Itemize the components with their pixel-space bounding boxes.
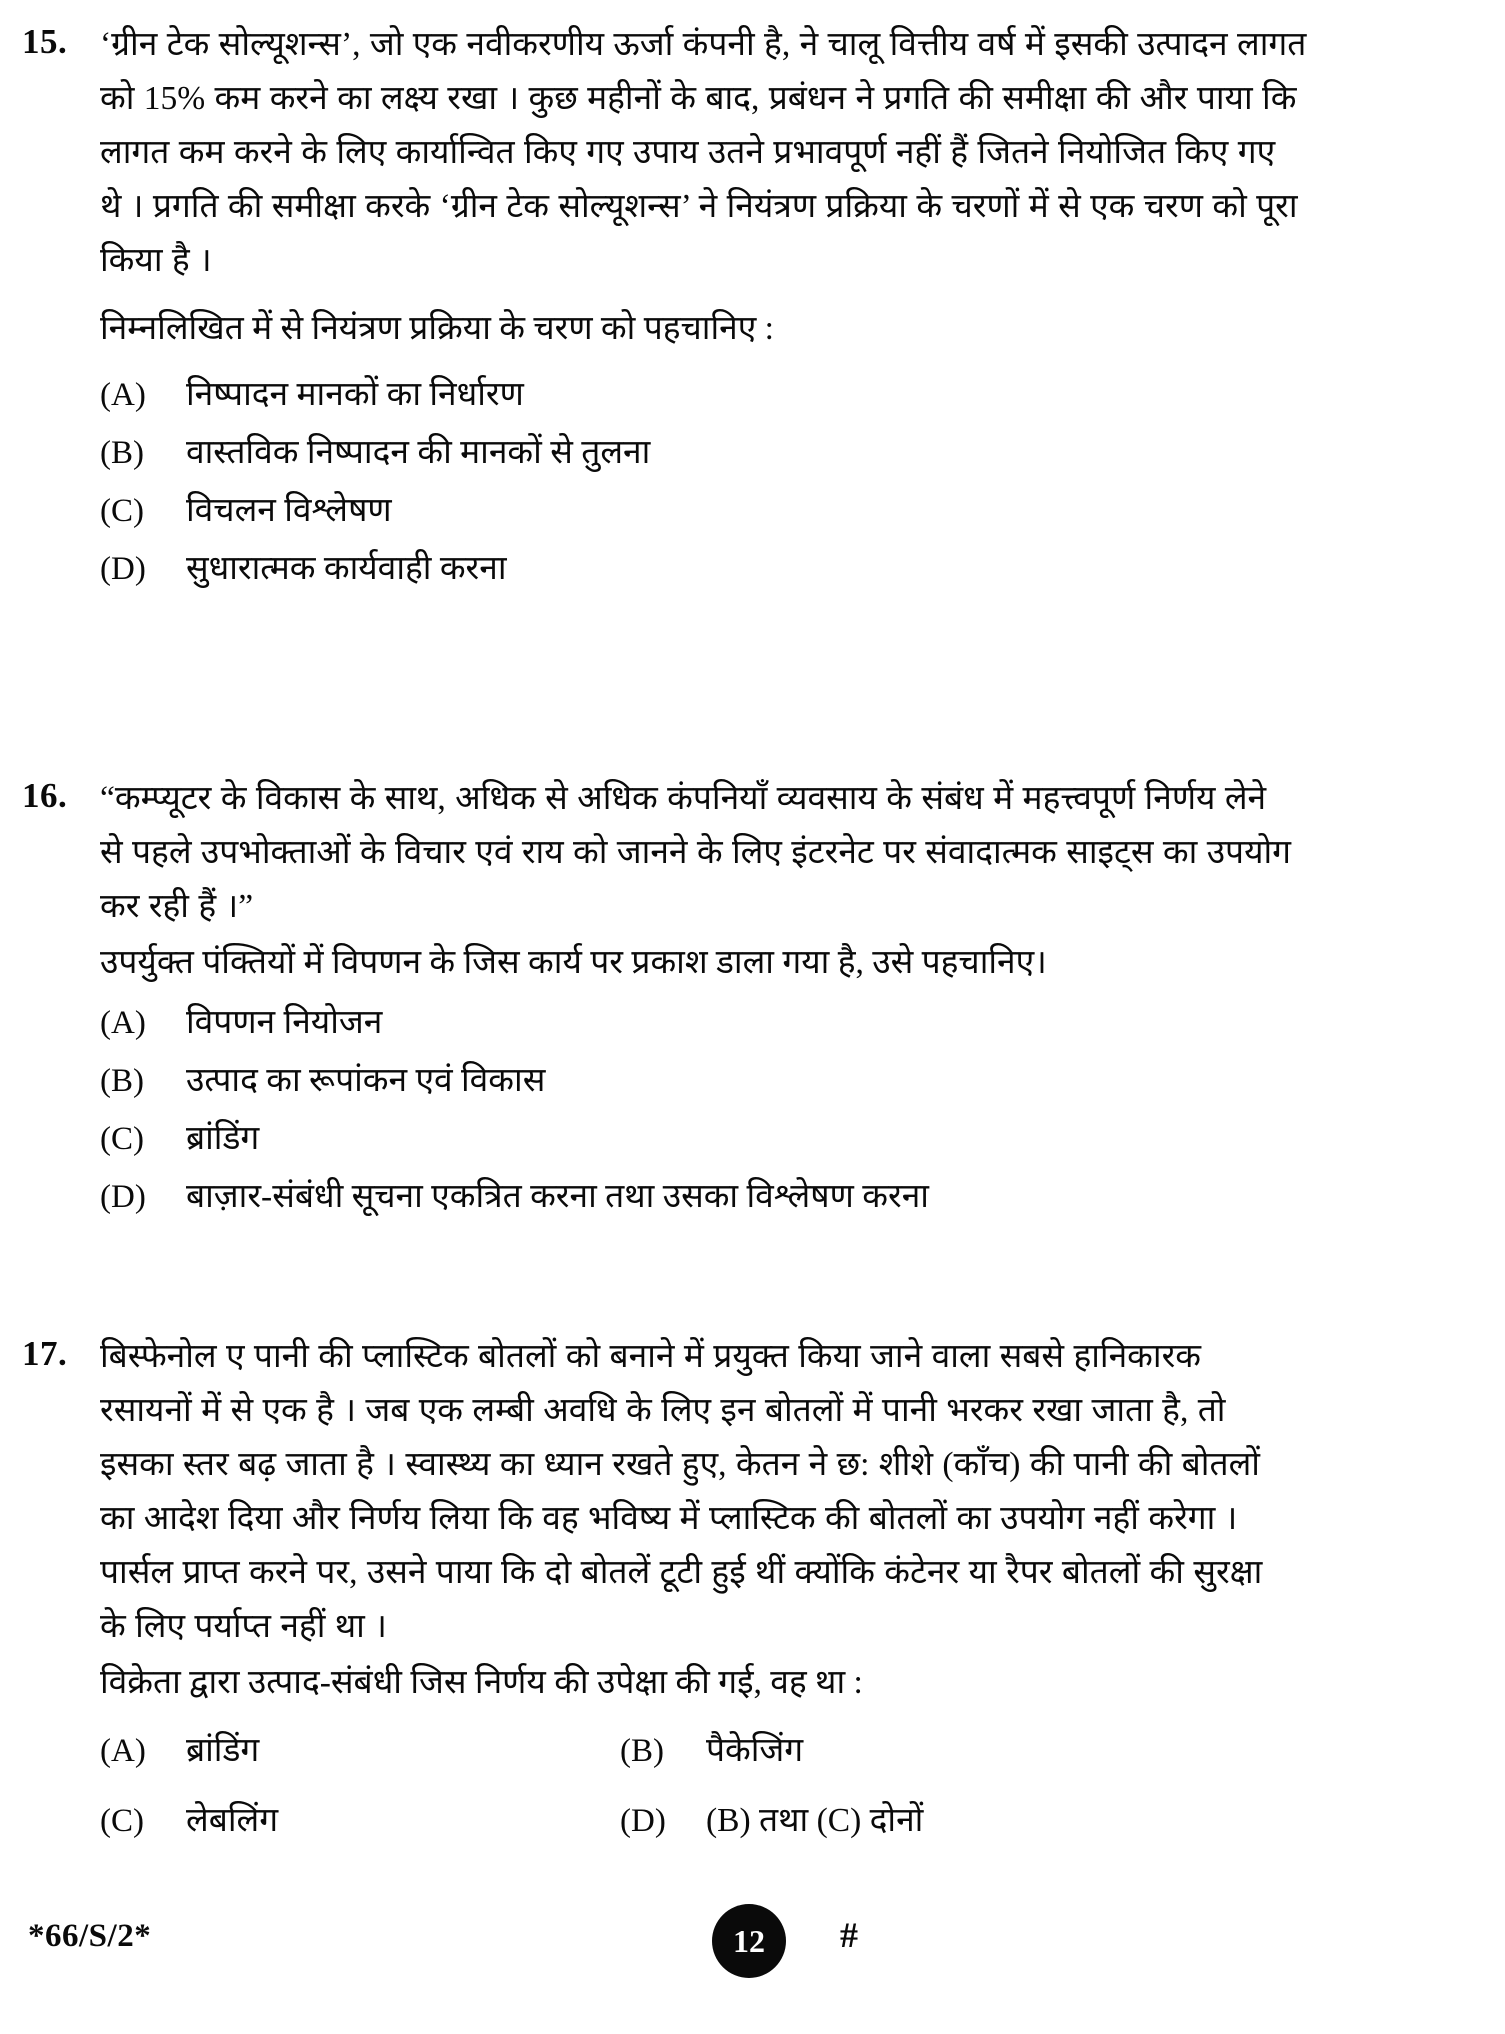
page-footer [0,1904,1505,1994]
option-text-c: लेबलिंग [186,1802,279,1839]
option-row-d[interactable] [100,1170,1425,1228]
question-body-15 [100,18,1425,600]
option-text-a: ब्रांडिंग [186,1732,260,1769]
option-row-b[interactable] [100,1054,1425,1112]
question-block-16 [0,772,1505,1228]
question-text-line: पार्सल प्राप्त करने पर, उसने पाया कि दो बोतलें टूटी हुई थीं क्योंकि कंटेनर या रैपर बोतलों की सुरक्षा [100,1554,1263,1591]
question-block-17 [0,1330,1505,1864]
option-tag-b: (B) [100,1063,144,1099]
paper-code: *66/S/2* [28,1918,152,1954]
question-block-15 [0,18,1505,600]
option-text-d: बाज़ार-संबंधी सूचना एकत्रित करना तथा उसका विश्लेषण करना [186,1178,929,1215]
option-text-d: सुधारात्मक कार्यवाही करना [186,550,507,587]
option-tag-b: (B) [620,1733,664,1769]
option-text-b: पैकेजिंग [706,1732,804,1769]
question-text-line: “कम्प्यूटर के विकास के साथ, अधिक से अधिक कंपनियाँ व्यवसाय के संबंध में महत्त्वपूर्ण निर्णय लेने [100,780,1267,817]
option-row-c[interactable] [100,484,1425,542]
question-number-16: 16. [22,776,68,815]
question-number-15: 15. [22,22,68,61]
question-text-line: किया है । [100,242,212,279]
option-row-c[interactable] [100,1112,1425,1170]
option-tag-c: (C) [100,1121,144,1157]
option-tag-c: (C) [100,493,144,529]
option-row-a[interactable] [100,996,1425,1054]
options-list-15 [100,368,1425,600]
question-prompt-17: विक्रेता द्वारा उत्पाद-संबंधी जिस निर्णय की उपेक्षा की गई, वह था : [100,1664,863,1701]
option-row-ab [100,1724,1425,1794]
option-tag-d: (D) [620,1803,666,1839]
options-list-17 [100,1724,1425,1864]
option-row-b[interactable] [100,426,1425,484]
end-mark: # [840,1915,858,1955]
question-text-line: के लिए पर्याप्त नहीं था । [100,1608,387,1645]
question-text-line: से पहले उपभोक्ताओं के विचार एवं राय को जानने के लिए इंटरनेट पर संवादात्मक साइट्स का उपयोग [100,834,1292,871]
option-tag-a: (A) [100,377,146,413]
question-body-16 [100,772,1425,1228]
question-text-line: ‘ग्रीन टेक सोल्यूशन्स’, जो एक नवीकरणीय ऊर्जा कंपनी है, ने चालू वित्तीय वर्ष में इसकी उत्पादन लागत [100,26,1307,63]
page-number-badge: 12 [712,1904,786,1978]
question-prompt-16: उपर्युक्त पंक्तियों में विपणन के जिस कार्य पर प्रकाश डाला गया है, उसे पहचानिए। [100,944,1047,981]
question-text-line: रसायनों में से एक है । जब एक लम्बी अवधि के लिए इन बोतलों में पानी भरकर रखा जाता है, तो [100,1392,1226,1429]
option-row-cd [100,1794,1425,1864]
option-tag-a: (A) [100,1005,146,1041]
question-text-line: लागत कम करने के लिए कार्यान्वित किए गए उपाय उतने प्रभावपूर्ण नहीं हैं जितने नियोजित किए गए [100,134,1276,171]
option-row-a[interactable] [100,368,1425,426]
option-text-d: (B) तथा (C) दोनों [706,1802,924,1839]
option-text-c: विचलन विश्लेषण [186,492,392,529]
option-text-a: निष्पादन मानकों का निर्धारण [186,376,524,413]
option-tag-d: (D) [100,551,146,587]
option-text-b: उत्पाद का रूपांकन एवं विकास [186,1062,546,1099]
option-text-a: विपणन नियोजन [186,1004,383,1041]
question-body-17 [100,1330,1425,1864]
question-text-line: को 15% कम करने का लक्ष्य रखा । कुछ महीनों के बाद, प्रबंधन ने प्रगति की समीक्षा की और पाया कि [100,80,1297,117]
option-tag-a: (A) [100,1733,146,1769]
question-text-line: कर रही हैं ।” [100,888,254,925]
option-tag-d: (D) [100,1179,146,1215]
option-text-b: वास्तविक निष्पादन की मानकों से तुलना [186,434,651,471]
question-text-line: का आदेश दिया और निर्णय लिया कि वह भविष्य में प्लास्टिक की बोतलों का उपयोग नहीं करेगा । [100,1500,1238,1537]
option-tag-c: (C) [100,1803,144,1839]
option-tag-b: (B) [100,435,144,471]
question-text-line: इसका स्तर बढ़ जाता है । स्वास्थ्य का ध्यान रखते हुए, केतन ने छ: शीशे (काँच) की पानी की बोतलों [100,1446,1260,1483]
question-text-line: बिस्फेनोल ए पानी की प्लास्टिक बोतलों को बनाने में प्रयुक्त किया जाने वाला सबसे हानिकारक [100,1338,1202,1375]
option-row-d[interactable] [100,542,1425,600]
question-number-17: 17. [22,1334,68,1373]
option-text-c: ब्रांडिंग [186,1120,260,1157]
options-list-16 [100,996,1425,1228]
question-prompt-15: निम्नलिखित में से नियंत्रण प्रक्रिया के चरण को पहचानिए : [100,310,774,347]
question-text-line: थे । प्रगति की समीक्षा करके ‘ग्रीन टेक सोल्यूशन्स’ ने नियंत्रण प्रक्रिया के चरणों में से एक चरण को पूरा [100,188,1298,225]
